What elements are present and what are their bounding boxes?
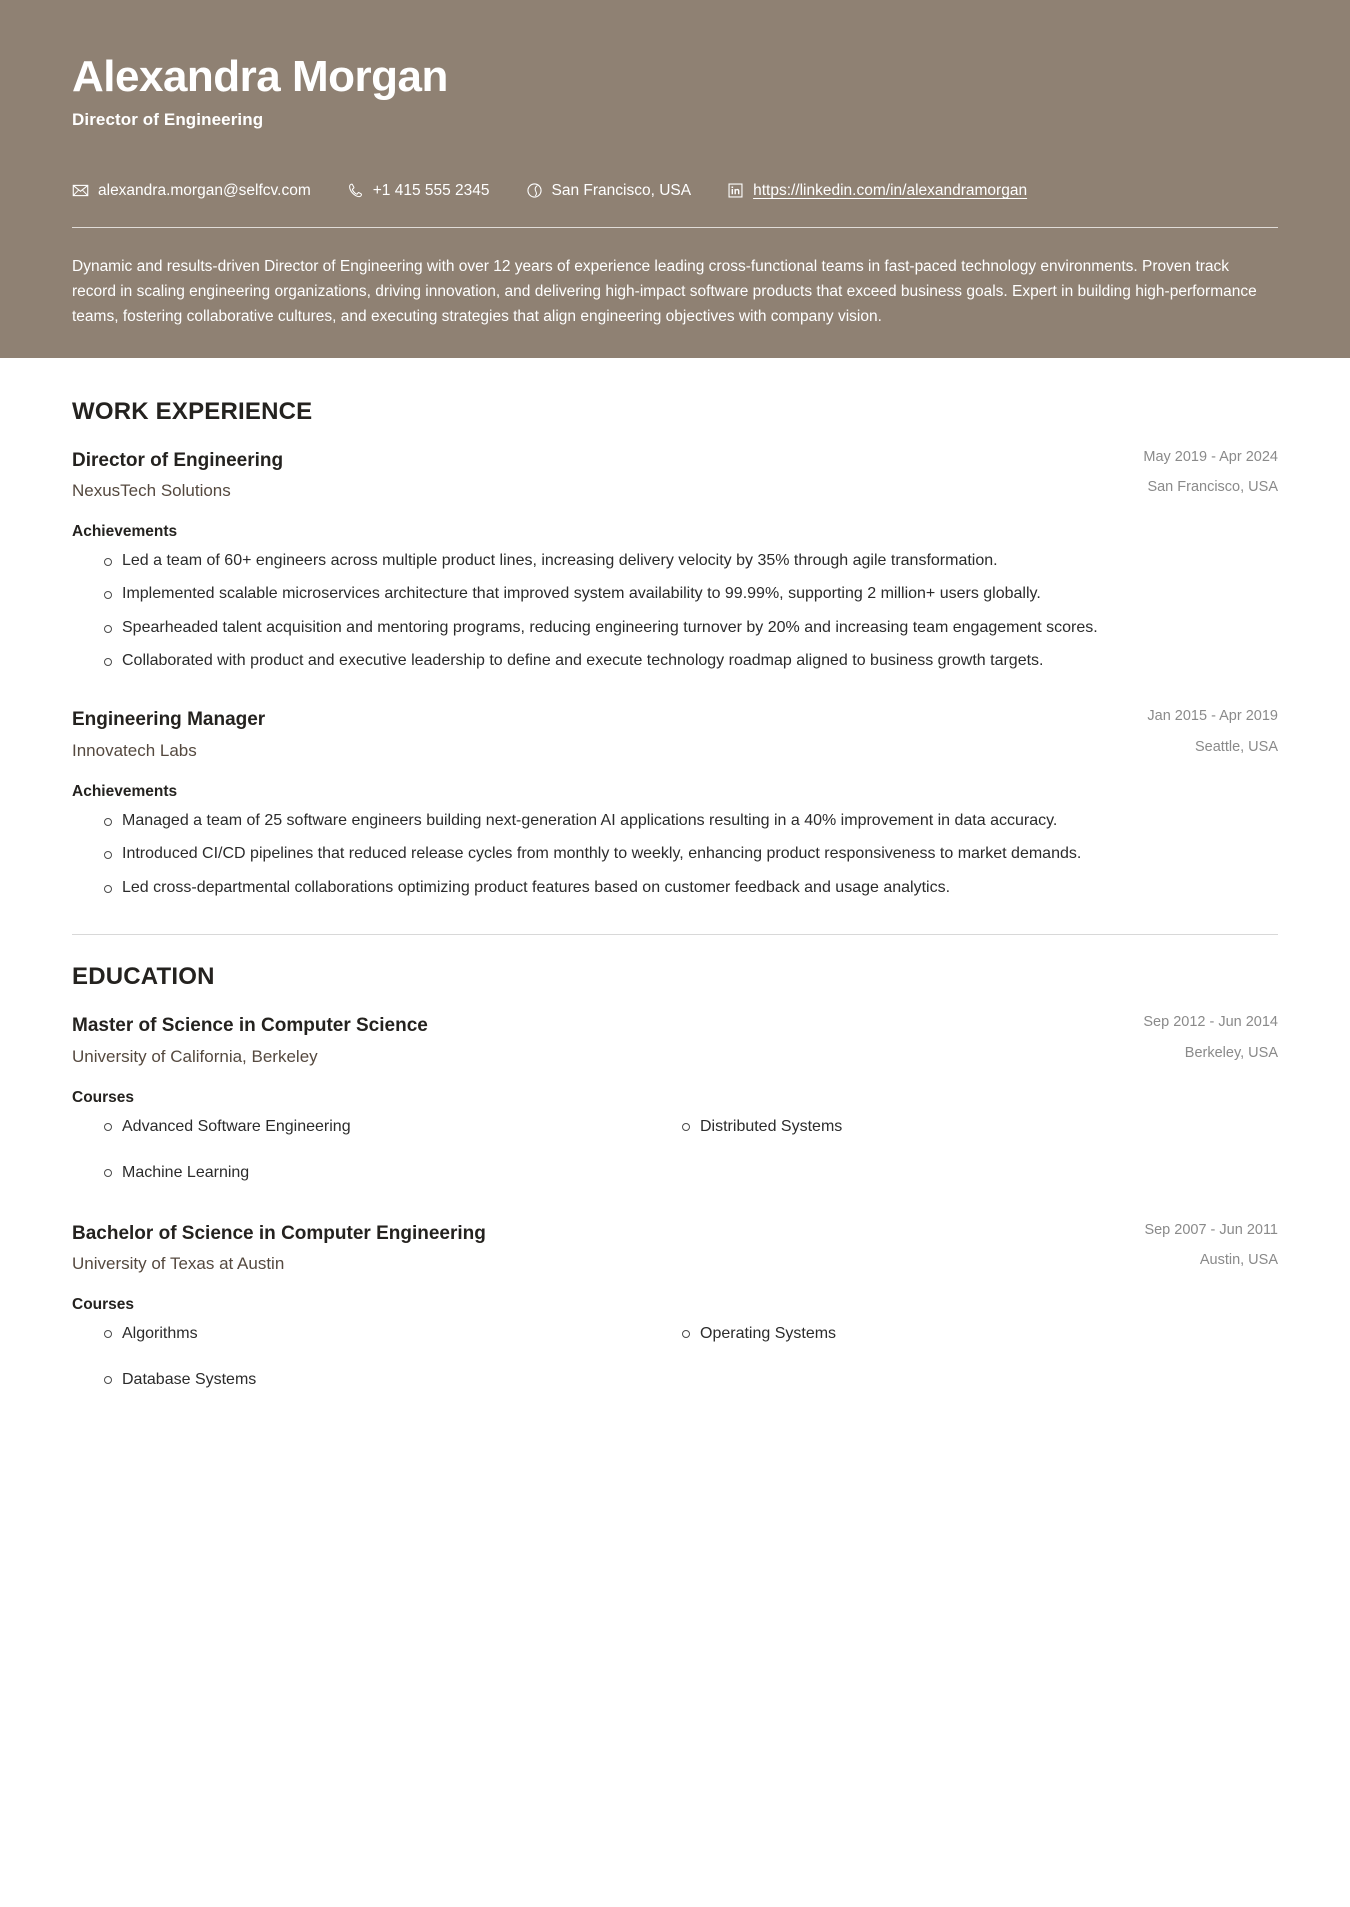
professional-summary: Dynamic and results-driven Director of Engineering with over 12 years of experience leading cross-functional teams in fast-paced technology environments. Proven track record in scaling engineering organizations, driving innovation, and delivering high-impact software products that exceed business goals. Expert in building high-performance teams, fostering collaborative cultures, and executing strategies that align engineering objectives with company vision. [72, 258, 1257, 326]
list-item: Database Systems [122, 1368, 700, 1392]
candidate-job-title: Director of Engineering [72, 110, 264, 130]
contact-row [72, 182, 1278, 199]
list-item: Spearheaded talent acquisition and mentoring programs, reducing engineering turnover by 20% and increasing team engagement scores. [122, 616, 1278, 640]
work-entry-title: Engineering Manager [72, 709, 266, 731]
location-pin-icon [526, 182, 543, 199]
list-item: Collaborated with product and executive leadership to define and execute technology roadmap aligned to business growth targets. [122, 649, 1278, 673]
education-entry-head [72, 1221, 1278, 1277]
education-entry-organization: University of Texas at Austin [72, 1254, 285, 1274]
education-entry-right [1119, 1013, 1278, 1063]
education-entry-right [1120, 1221, 1278, 1271]
work-entry-title: Director of Engineering [72, 449, 284, 471]
section-title-education: EDUCATION [72, 962, 215, 990]
work-entry-location: Seattle, USA [1194, 738, 1278, 755]
contact-linkedin[interactable] [727, 182, 1027, 199]
education-entry-courses-label: Courses [72, 1296, 135, 1314]
education-entry [72, 1013, 1278, 1185]
education-entry-organization: University of California, Berkeley [72, 1046, 318, 1066]
work-entry-organization: NexusTech Solutions [72, 481, 231, 501]
header-divider [72, 227, 1278, 228]
work-entry [72, 707, 1278, 900]
resume-header [0, 0, 1350, 358]
education-entry-head [72, 1013, 1278, 1069]
contact-email[interactable] [72, 182, 311, 199]
list-item: Advanced Software Engineering [122, 1115, 700, 1139]
education-entry-title: Bachelor of Science in Computer Engineering [72, 1222, 486, 1244]
list-item: Introduced CI/CD pipelines that reduced release cycles from monthly to weekly, enhancing product responsiveness to market demands. [122, 842, 1278, 866]
work-entry-left [72, 707, 1123, 763]
contact-location [526, 182, 692, 199]
contact-email-text: alexandra.morgan@selfcv.com [98, 182, 311, 200]
work-entry [72, 448, 1278, 674]
list-item: Operating Systems [700, 1322, 1278, 1346]
education-entry-location: Berkeley, USA [1184, 1044, 1278, 1061]
education-entry-courses-list [72, 1115, 1278, 1185]
education-entry-date: Sep 2012 - Jun 2014 [1143, 1013, 1278, 1030]
contact-linkedin-text[interactable]: https://linkedin.com/in/alexandramorgan [753, 182, 1028, 200]
education-entry-left [72, 1013, 1119, 1069]
education-entry-location: Austin, USA [1199, 1252, 1278, 1269]
work-entry-achievements-label: Achievements [72, 783, 178, 800]
contact-location-text: San Francisco, USA [551, 182, 692, 200]
candidate-name: Alexandra Morgan [72, 52, 448, 101]
work-entry-achievements-list [72, 809, 1278, 900]
section-work-experience [72, 398, 1278, 900]
education-entry-date: Sep 2007 - Jun 2011 [1144, 1221, 1278, 1238]
education-entry-left [72, 1221, 1120, 1277]
work-entry-left [72, 448, 1119, 504]
work-entry-date: Jan 2015 - Apr 2019 [1147, 708, 1278, 725]
section-divider [72, 934, 1278, 935]
list-item: Led a team of 60+ engineers across multiple product lines, increasing delivery velocity by 35% through agile transformation. [122, 549, 1278, 573]
list-item: Machine Learning [122, 1161, 700, 1185]
work-entry-location: San Francisco, USA [1147, 479, 1278, 496]
phone-icon [347, 182, 364, 199]
work-entry-head [72, 707, 1278, 763]
education-entry [72, 1221, 1278, 1393]
work-entry-date: May 2019 - Apr 2024 [1143, 448, 1278, 465]
list-item: Led cross-departmental collaborations optimizing product features based on customer feedback and usage analytics. [122, 876, 1278, 900]
section-education [72, 963, 1278, 1392]
education-entry-courses-list [72, 1322, 1278, 1392]
envelope-icon [72, 182, 89, 199]
list-item: Algorithms [122, 1322, 700, 1346]
education-entry-courses-label: Courses [72, 1088, 135, 1106]
contact-phone-text: +1 415 555 2345 [372, 182, 490, 200]
list-item: Distributed Systems [700, 1115, 1278, 1139]
work-entry-achievements-label: Achievements [72, 523, 178, 541]
work-entry-right [1119, 448, 1278, 498]
section-title-work-experience: WORK EXPERIENCE [72, 397, 313, 425]
work-entry-organization: Innovatech Labs [72, 741, 197, 761]
education-entry-title: Master of Science in Computer Science [72, 1014, 428, 1036]
work-entry-head [72, 448, 1278, 504]
linkedin-icon [727, 182, 744, 199]
contact-phone[interactable] [347, 182, 490, 199]
list-item: Managed a team of 25 software engineers building next-generation AI applications resulting in a 40% improvement in data accuracy. [122, 809, 1278, 833]
work-entry-achievements-list [72, 549, 1278, 673]
resume-body [0, 358, 1350, 1437]
work-entry-right [1123, 707, 1278, 757]
list-item: Implemented scalable microservices architecture that improved system availability to 99.99%, supporting 2 million+ users globally. [122, 582, 1278, 606]
